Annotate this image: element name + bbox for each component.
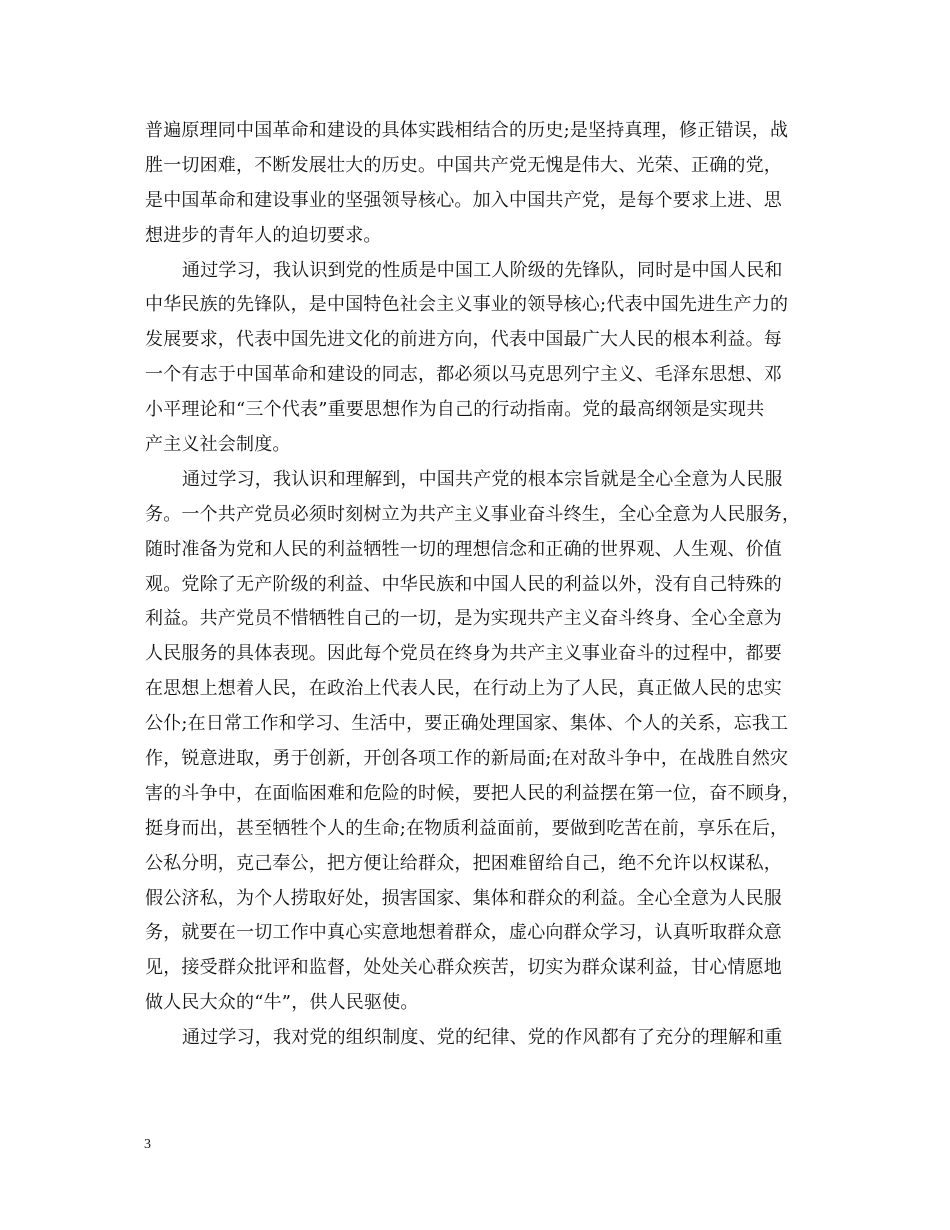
paragraph-first-line: 通过学习，我认识和理解到，中国共产党的根本宗旨就是全心全意为人民服	[182, 468, 783, 490]
text-line: 做人民大众的“牛”，供人民驱使。	[145, 992, 419, 1014]
text-line: 一个有志于中国革命和建设的同志，都必须以马克思列宁主义、毛泽东思想、邓	[145, 364, 782, 386]
text-line: 小平理论和“三个代表”重要思想作为自己的行动指南。党的最高纲领是实现共	[145, 399, 765, 421]
text-line: 务。一个共产党员必须时刻树立为共产主义事业奋斗终生，全心全意为人民服务，	[145, 503, 801, 525]
text-line: 普遍原理同中国革命和建设的具体实践相结合的历史;是坚持真理，修正错误，战	[145, 120, 789, 141]
text-line: 中华民族的先锋队，是中国特色社会主义事业的领导核心;代表中国先进生产力的	[145, 294, 789, 316]
text-line: 产主义社会制度。	[145, 434, 291, 456]
text-line: 公仆;在日常工作和学习、生活中，要正确处理国家、集体、个人的关系，忘我工	[145, 713, 789, 735]
text-line: 胜一切困难，不断发展壮大的历史。中国共产党无愧是伟大、光荣、正确的党，	[145, 154, 782, 176]
paragraph-first-line: 通过学习，我认识到党的性质是中国工人阶级的先锋队，同时是中国人民和	[182, 259, 783, 281]
text-line: 作，锐意进取，勇于创新，开创各项工作的新局面;在对敌斗争中，在战胜自然灾	[145, 748, 789, 770]
text-line: 见，接受群众批评和监督，处处关心群众疾苦，切实为群众谋利益，甘心情愿地	[145, 957, 782, 979]
text-line: 随时准备为党和人民的利益牺牲一切的理想信念和正确的世界观、人生观、价值	[145, 538, 782, 560]
text-line: 观。党除了无产阶级的利益、中华民族和中国人民的利益以外，没有自己特殊的	[145, 573, 782, 595]
page-number: 3	[144, 1137, 151, 1152]
text-line: 在思想上想着人民，在政治上代表人民，在行动上为了人民，真正做人民的忠实	[145, 678, 782, 700]
text-line: 务，就要在一切工作中真心实意地想着群众，虚心向群众学习，认真听取群众意	[145, 922, 782, 944]
text-line: 假公济私，为个人捞取好处，损害国家、集体和群众的利益。全心全意为人民服	[145, 887, 782, 909]
text-line: 是中国革命和建设事业的坚强领导核心。加入中国共产党，是每个要求上进、思	[145, 189, 782, 211]
paragraph-first-line: 通过学习，我对党的组织制度、党的纪律、党的作风都有了充分的理解和重	[182, 1027, 783, 1049]
text-line: 人民服务的具体表现。因此每个党员在终身为共产主义事业奋斗的过程中，都要	[145, 643, 782, 665]
body-text	[145, 114, 825, 1056]
text-line: 利益。共产党员不惜牺牲自己的一切，是为实现共产主义奋斗终身、全心全意为	[145, 608, 782, 630]
text-line: 害的斗争中，在面临困难和危险的时候，要把人民的利益摆在第一位，奋不顾身，	[145, 782, 801, 804]
text-line: 公私分明，克己奉公，把方便让给群众，把困难留给自己，绝不允许以权谋私，	[145, 852, 782, 874]
text-line: 挺身而出，甚至牺牲个人的生命;在物质利益面前，要做到吃苦在前，享乐在后，	[145, 817, 789, 839]
text-line: 想进步的青年人的迫切要求。	[145, 224, 382, 246]
text-line: 发展要求，代表中国先进文化的前进方向，代表中国最广大人民的根本利益。每	[145, 329, 782, 351]
